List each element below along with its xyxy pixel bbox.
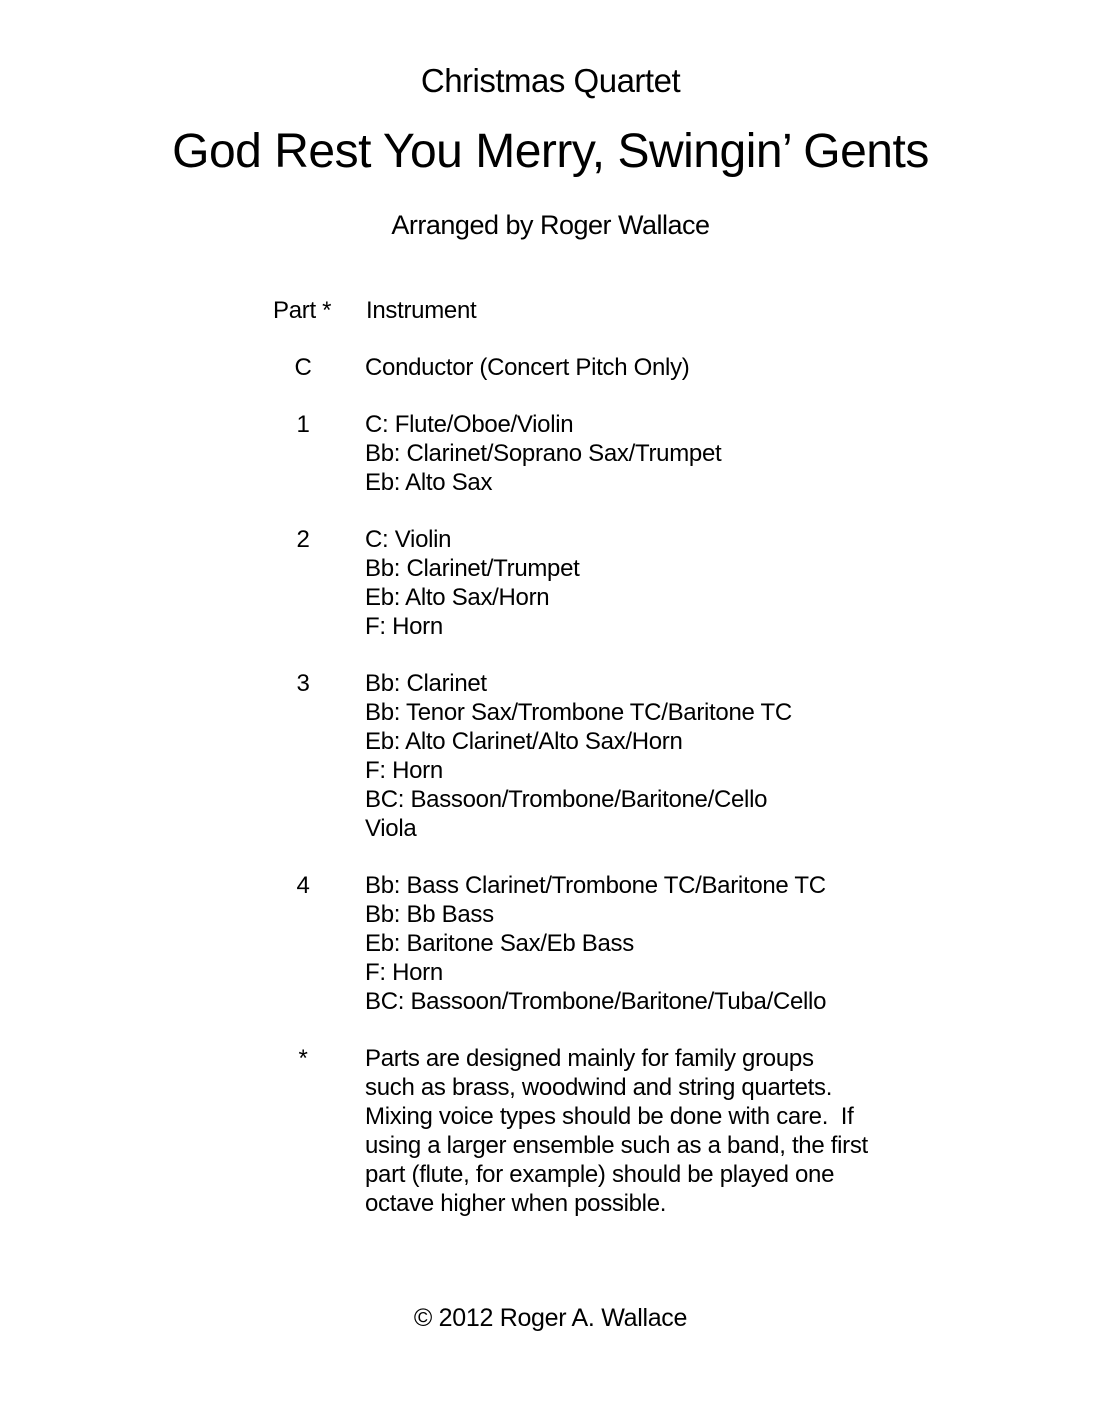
instrument-line: C: Violin [365,526,452,553]
instrument-line: Viola [365,815,417,842]
page-title: God Rest You Merry, Swingin’ Gents [172,125,929,178]
instrument-line: Bb: Clarinet/Soprano Sax/Trumpet [365,440,722,467]
instrument-line: BC: Bassoon/Trombone/Baritone/Tuba/Cello [365,988,827,1015]
instrument-lines [365,525,580,641]
instrument-line: Eb: Alto Sax/Horn [365,584,550,611]
instrument-line: Conductor (Concert Pitch Only) [365,354,690,381]
instrument-lines [365,353,689,382]
instrument-line: Eb: Alto Clarinet/Alto Sax/Horn [365,728,683,755]
part-column-header: Part * [273,297,332,324]
parts-table-row [272,871,868,1016]
instrument-line: F: Horn [365,959,443,986]
instrument-line: Parts are designed mainly for family groups [365,1045,814,1072]
instrument-column-header: Instrument [366,297,477,324]
instrument-line: F: Horn [365,757,443,784]
instrument-line: such as brass, woodwind and string quartets. [365,1074,833,1101]
part-label: 2 [296,526,310,553]
instrument-line: Bb: Bass Clarinet/Trombone TC/Baritone TC [365,872,826,899]
parts-table-body [272,353,868,1218]
instrument-line: using a larger ensemble such as a band, the first [365,1132,868,1159]
instrument-lines [365,410,721,497]
arranger-credit: Arranged by Roger Wallace [391,210,710,240]
instrument-line: Mixing voice types should be done with care. If [365,1103,854,1130]
instrument-line: part (flute, for example) should be played one [365,1161,835,1188]
part-label: * [298,1045,308,1072]
part-label: 3 [296,670,310,697]
parts-table-row [272,353,868,382]
instrument-line: octave higher when possible. [365,1190,667,1217]
instrument-lines [365,1044,868,1218]
parts-table-row [272,525,868,641]
parts-table-row [272,1044,868,1218]
parts-table [272,296,868,1246]
instrument-line: Eb: Alto Sax [365,469,493,496]
parts-table-header-row [272,296,868,325]
parts-table-row [272,669,868,843]
instrument-line: F: Horn [365,613,443,640]
instrument-lines [365,871,826,1016]
series-title: Christmas Quartet [420,62,681,99]
parts-table-row [272,410,868,497]
instrument-line: Bb: Clarinet [365,670,487,697]
instrument-line: BC: Bassoon/Trombone/Baritone/Cello [365,786,768,813]
copyright-footer: © 2012 Roger A. Wallace [413,1304,688,1332]
instrument-line: Bb: Tenor Sax/Trombone TC/Baritone TC [365,699,792,726]
instrument-line: C: Flute/Oboe/Violin [365,411,574,438]
instrument-lines [365,669,792,843]
part-label: 1 [296,411,310,438]
part-label: 4 [296,872,310,899]
instrument-line: Eb: Baritone Sax/Eb Bass [365,930,634,957]
instrument-line: Bb: Clarinet/Trumpet [365,555,580,582]
instrument-line: Bb: Bb Bass [365,901,494,928]
part-label: C [294,354,312,381]
